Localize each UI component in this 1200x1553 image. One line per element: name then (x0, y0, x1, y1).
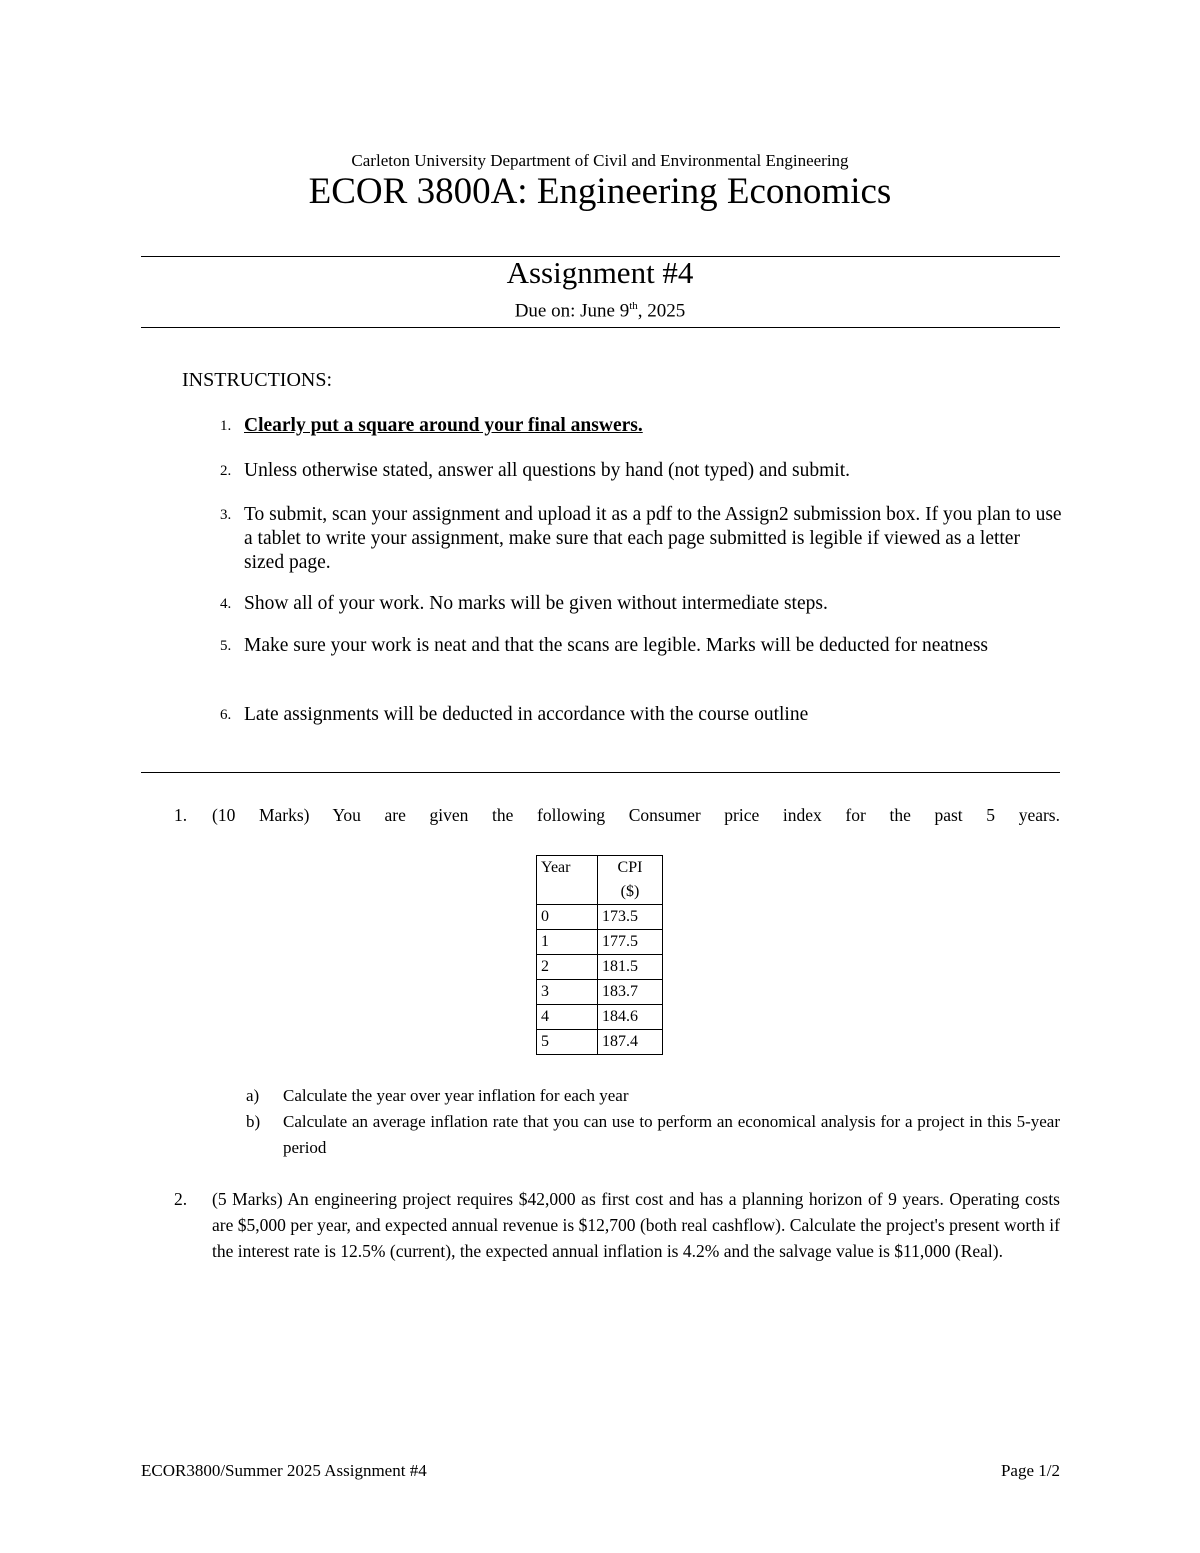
table-row (537, 930, 663, 955)
instruction-text: Show all of your work. No marks will be given without intermediate steps. (244, 593, 828, 614)
question-part (246, 1083, 1060, 1109)
instructions-divider (141, 772, 1060, 773)
cpi-table (536, 855, 663, 1055)
year-cell: 2 (537, 955, 598, 980)
header-cpi-unit: ($) (620, 883, 640, 900)
table-row (537, 905, 663, 930)
due-suffix: , 2025 (637, 300, 686, 322)
instruction-text: To submit, scan your assignment and upload it as a pdf to the Assign2 submission box. If you plan to use a tablet to write your assignment, make sure that each page submitted is legible if viewed as a letter sized page. (244, 504, 1062, 573)
instruction-number: 2. (220, 463, 232, 479)
cpi-cell: 183.7 (598, 980, 663, 1005)
year-cell: 5 (537, 1030, 598, 1055)
table-row (537, 955, 663, 980)
year-cell: 3 (537, 980, 598, 1005)
cpi-cell: 181.5 (598, 955, 663, 980)
part-letter: a) (246, 1086, 260, 1105)
question-2 (174, 1186, 1060, 1264)
instruction-item (220, 634, 1064, 658)
department-line: Carleton University Department of Civil and Environmental Engineering (351, 151, 849, 170)
table-row (537, 1005, 663, 1030)
question-number: 1. (174, 805, 188, 825)
question-1 (174, 802, 1060, 828)
footer-course-label: ECOR3800/Summer 2025 Assignment #4 (141, 1461, 427, 1480)
part-text: Calculate an average inflation rate that you can use to perform an economical analysis for a project in this 5-year period (283, 1112, 1060, 1157)
header-cpi-label: CPI (617, 859, 643, 876)
instruction-item (220, 592, 1064, 616)
instruction-text: Unless otherwise stated, answer all questions by hand (not typed) and submit. (244, 460, 851, 481)
instruction-item (220, 703, 1064, 727)
question-text: (10 Marks) You are given the following Consumer price index for the past 5 years. (212, 805, 1060, 825)
instruction-text: Late assignments will be deducted in accordance with the course outline (244, 704, 809, 725)
instruction-number: 4. (220, 596, 232, 612)
part-letter: b) (246, 1112, 261, 1131)
instruction-item (220, 459, 1064, 483)
header-cpi (598, 856, 663, 905)
part-text: Calculate the year over year inflation for each year (283, 1086, 629, 1105)
instruction-number: 6. (220, 707, 232, 723)
cpi-cell: 187.4 (598, 1030, 663, 1055)
instruction-text: Clearly put a square around your final answers. (244, 415, 643, 436)
instructions-heading: INSTRUCTIONS: (182, 369, 333, 391)
instruction-number: 5. (220, 638, 232, 654)
question-part (246, 1109, 1060, 1161)
header-divider (141, 327, 1060, 328)
question-text: (5 Marks) An engineering project requires $42,000 as first cost and has a planning horizon of 9 years. Operating costs are $5,000 per year, and expected annual revenue is $12,700 (both real cashflow). Calculate the project's present worth if the interest rate is 12.5% (current), the expected annual inflation is 4.2% and the salvage value is $11,000 (Real). (212, 1189, 1060, 1261)
instruction-item (220, 414, 1064, 438)
header-year: Year (537, 856, 598, 905)
instruction-text: Make sure your work is neat and that the scans are legible. Marks will be deducted for neatness (244, 635, 989, 656)
instruction-number: 3. (220, 507, 232, 523)
course-title: ECOR 3800A: Engineering Economics (308, 171, 892, 212)
question-number: 2. (174, 1189, 188, 1209)
due-superscript: th (629, 300, 638, 312)
cpi-cell: 173.5 (598, 905, 663, 930)
instruction-item (220, 503, 1064, 575)
table-header-row (537, 856, 663, 905)
year-cell: 0 (537, 905, 598, 930)
year-cell: 1 (537, 930, 598, 955)
question-1-parts (246, 1083, 1060, 1161)
cpi-cell: 184.6 (598, 1005, 663, 1030)
footer-page-number: Page 1/2 (1000, 1461, 1060, 1480)
assignment-title: Assignment #4 (506, 255, 694, 290)
due-prefix: Due on: June 9 (514, 300, 630, 322)
instruction-number: 1. (220, 418, 232, 434)
table-row (537, 980, 663, 1005)
table-row (537, 1030, 663, 1055)
year-cell: 4 (537, 1005, 598, 1030)
due-date (0, 300, 1200, 322)
cpi-cell: 177.5 (598, 930, 663, 955)
